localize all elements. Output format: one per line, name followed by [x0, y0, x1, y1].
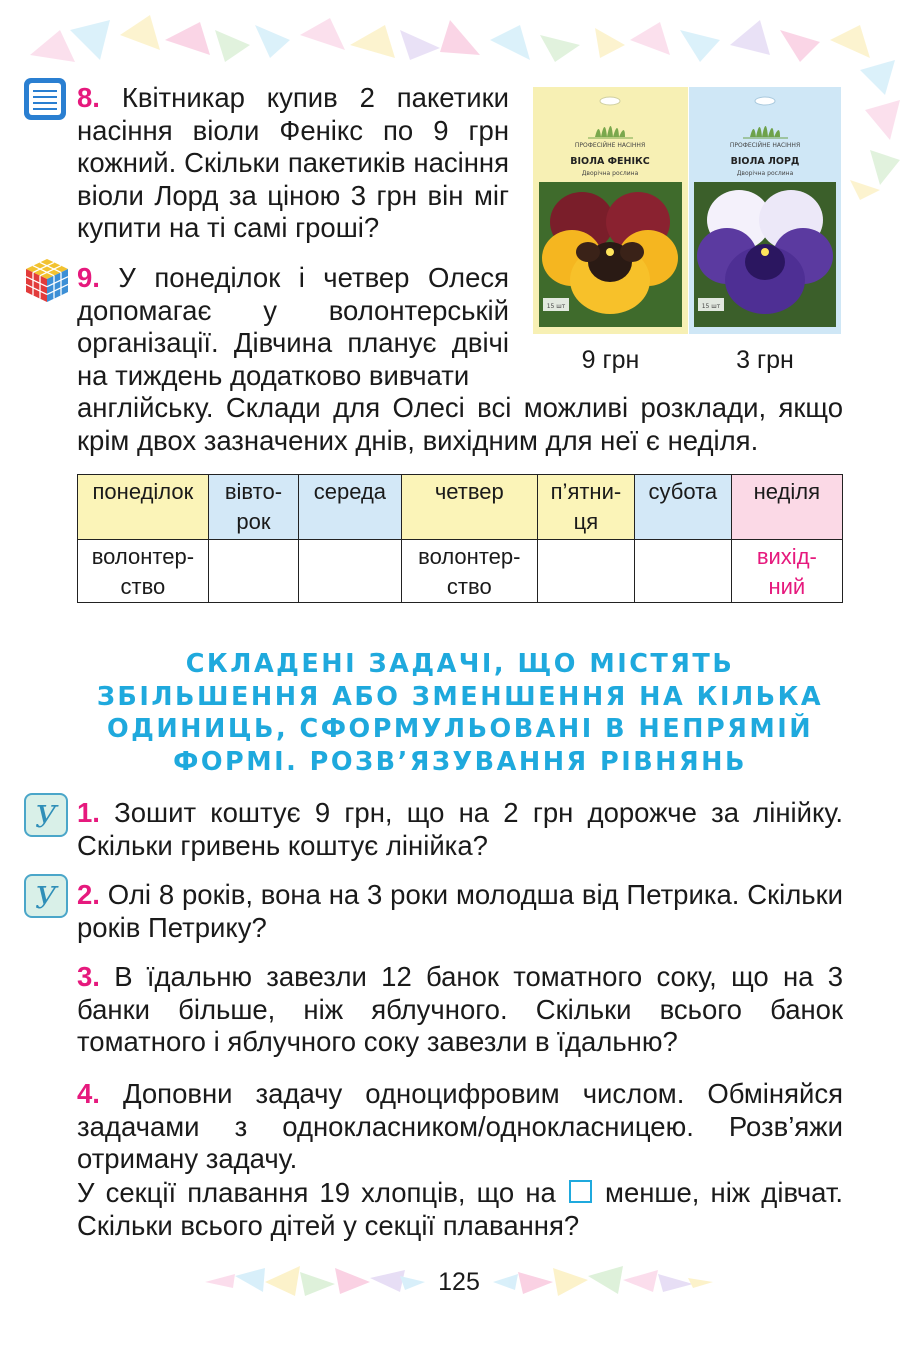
svg-text:У: У: [35, 800, 57, 835]
header-cell: вівто- рок: [208, 475, 298, 540]
table-cell: [537, 540, 634, 603]
price-lord: 3 грн: [736, 346, 794, 374]
header-cell: п’ятни- ця: [537, 475, 634, 540]
task-8-number: 8.: [77, 82, 100, 113]
exercise-4-problem: [77, 1177, 843, 1242]
rubiks-cube-icon: [22, 255, 72, 305]
table-cell: волонтер- ство: [78, 540, 209, 603]
header-cell: четвер: [401, 475, 537, 540]
header-cell: середа: [299, 475, 402, 540]
price-fenix: 9 грн: [581, 346, 640, 374]
header-cell: неділя: [731, 475, 842, 540]
header-cell: понеділок: [78, 475, 209, 540]
notebook-icon: [21, 75, 69, 123]
exercise-2-number: 2.: [77, 879, 100, 910]
task-8-text: Квітникар купив 2 пакетики насіння віоли Фенікс по 9 грн кожний. Скільки пакетиків насіння віоли Лорд за ціною 3 грн він міг купити на ті самі гроші?: [77, 82, 510, 243]
oral-task-icon: [23, 873, 69, 919]
packet-fenix-count: 15 шт: [546, 303, 566, 310]
exercise-4-number: 4.: [77, 1078, 100, 1109]
page-number: 125: [438, 1268, 480, 1296]
table-cell: [634, 540, 731, 603]
packet-lord-name: ВІОЛА ЛОРД: [730, 156, 800, 167]
exercise-1-number: 1.: [77, 797, 100, 828]
section-title: СКЛАДЕНІ ЗАДАЧІ, ЩО МІСТЯТЬ ЗБІЛЬШЕННЯ АБО ЗМЕНШЕННЯ НА КІЛЬКА ОДИНИЦЬ, СФОРМУЛЬОВАНІ В НЕПРЯМІЙ ФОРМІ. РОЗВ’ЯЗУВАННЯ РІВНЯНЬ: [96, 649, 824, 777]
packet-fenix-subtitle: Дворічна рослина: [581, 170, 639, 177]
table-cell: вихід- ний: [731, 540, 842, 603]
task-9-number: 9.: [77, 262, 100, 293]
table-cell: [208, 540, 298, 603]
header-cell: субота: [634, 475, 731, 540]
task-9-text-1: У понеділок і четвер Олеся допомагає у волонтерській організації. Дівчина планує двічі на тиждень додатково вивчати: [77, 262, 510, 391]
exercise-2: [77, 879, 843, 944]
bottom-left-decoration: [205, 1262, 425, 1302]
table-row: [78, 540, 843, 603]
exercise-4-problem-end: менше, ніж дівчат. Скільки всього дітей у секції плавання?: [77, 1177, 844, 1241]
exercise-4-text: Доповни задачу одноцифровим числом. Обміняйся задачами з однокласником/однокласницею. Розв’яжи отриману задачу.: [77, 1078, 843, 1174]
exercise-3: [77, 961, 843, 1059]
packet-fenix-brand: ПРОФЕСІЙНЕ НАСІННЯ: [574, 142, 646, 149]
exercise-1-text: Зошит коштує 9 грн, що на 2 грн дорожче за лінійку. Скільки гривень коштує лінійка?: [77, 797, 843, 861]
exercise-4: [77, 1078, 843, 1176]
blank-box-icon: [569, 1180, 592, 1203]
schedule-table: [77, 474, 843, 603]
table-header-row: [78, 475, 843, 540]
packet-fenix-name: ВІОЛА ФЕНІКС: [570, 156, 650, 167]
seed-packet-fenix: [533, 87, 688, 334]
exercise-1: [77, 797, 843, 862]
task-9-part1: [77, 262, 509, 392]
exercise-4-problem-start: У секції плавання 19 хлопців, що на: [77, 1177, 556, 1208]
bottom-right-decoration: [493, 1262, 713, 1302]
table-cell: [299, 540, 402, 603]
oral-task-icon: [23, 792, 69, 838]
task-8: [77, 82, 509, 245]
packet-lord-subtitle: Дворічна рослина: [736, 170, 794, 177]
exercise-3-text: В їдальню завезли 12 банок томатного соку, що на 3 банки більше, ніж яблучного. Скільки всього банок томатного і яблучного соку завезли в їдальню?: [77, 961, 844, 1057]
packet-lord-count: 15 шт: [701, 303, 721, 310]
svg-text:У: У: [35, 881, 57, 916]
exercise-2-text: Олі 8 років, вона на 3 роки молодша від Петрика. Скільки років Петрику?: [77, 879, 844, 943]
task-9-text-2: англійську. Склади для Олесі всі можливі розклади, якщо крім двох зазначених днів, вихідним для неї є неділя.: [77, 392, 843, 456]
exercise-3-number: 3.: [77, 961, 100, 992]
packet-lord-brand: ПРОФЕСІЙНЕ НАСІННЯ: [729, 142, 801, 149]
seed-packet-lord: [689, 87, 841, 334]
table-cell: волонтер- ство: [401, 540, 537, 603]
